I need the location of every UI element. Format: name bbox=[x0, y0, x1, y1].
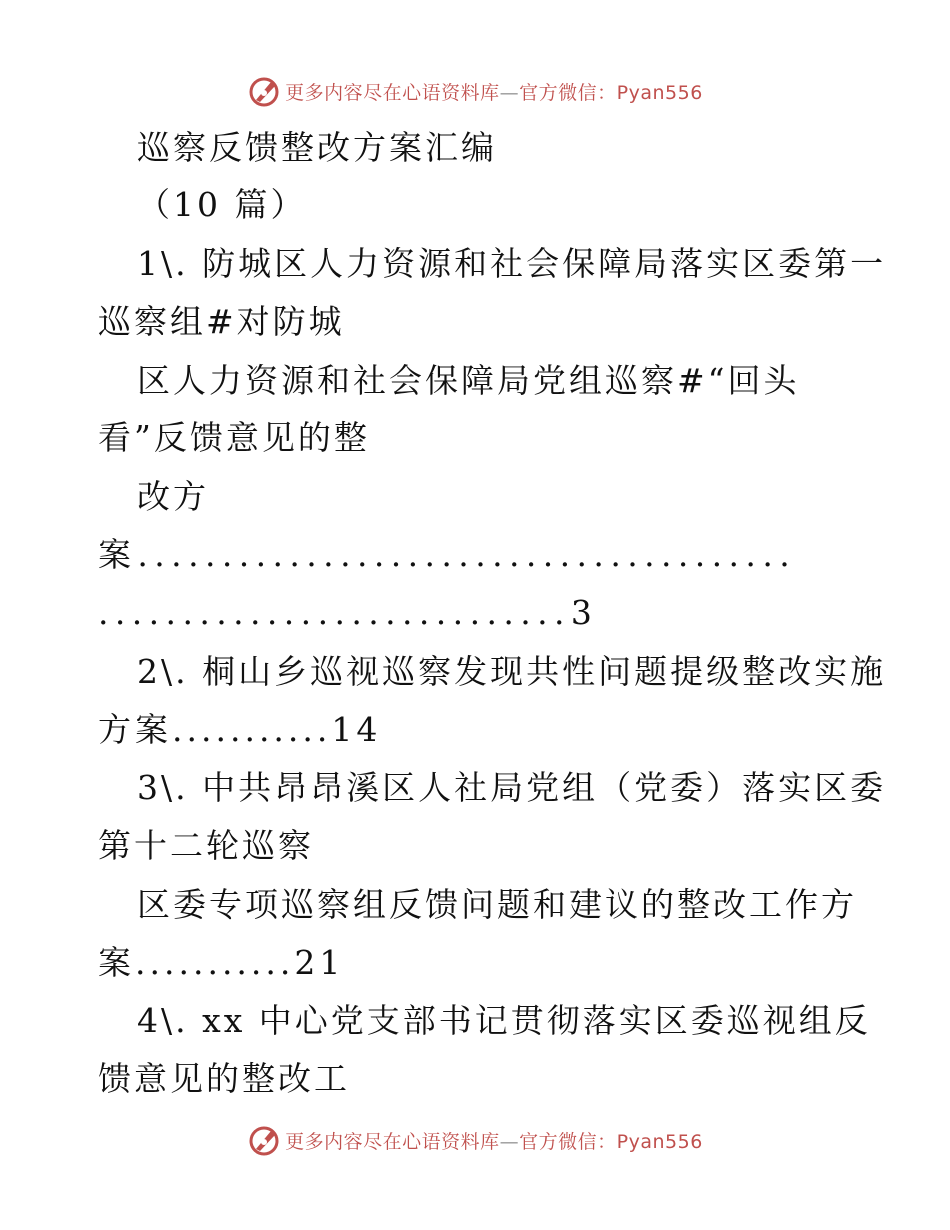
watermark-text: 更多内容尽在心语资料库—官方微信：Pyan556 bbox=[285, 81, 703, 104]
watermark-text: 更多内容尽在心语资料库—官方微信：Pyan556 bbox=[285, 1130, 703, 1153]
toc-line: 巡察组#对防城 bbox=[98, 302, 345, 341]
toc-line: 2\. 桐山乡巡视巡察发现共性问题提级整改实施 bbox=[137, 652, 887, 691]
watermark-banner-bottom bbox=[0, 1120, 950, 1160]
toc-line: 方案...........14 bbox=[98, 710, 382, 749]
toc-line: 改方 bbox=[137, 477, 209, 516]
toc-line: 第十二轮巡察 bbox=[98, 826, 314, 865]
toc-line: ............................3 bbox=[98, 593, 599, 632]
toc-line: 3\. 中共昂昂溪区人社局党组（党委）落实区委 bbox=[137, 768, 887, 807]
document-title: 巡察反馈整改方案汇编 bbox=[137, 128, 497, 167]
toc-line: 馈意见的整改工 bbox=[98, 1059, 350, 1098]
document-count: （10 篇） bbox=[137, 185, 307, 224]
toc-line: 4\. xx 中心党支部书记贯彻落实区委巡视组反 bbox=[137, 1001, 871, 1040]
toc-line: 区委专项巡察组反馈问题和建议的整改工作方 bbox=[137, 885, 857, 924]
toc-line: 案...........21 bbox=[98, 943, 345, 982]
toc-line: 1\. 防城区人力资源和社会保障局落实区委第一 bbox=[137, 244, 887, 283]
toc-line: 看”反馈意见的整 bbox=[98, 418, 370, 457]
pen-logo-icon bbox=[247, 1123, 281, 1157]
toc-line: 区人力资源和社会保障局党组巡察#“回头 bbox=[137, 361, 800, 400]
toc-line: 案....................................... bbox=[98, 535, 797, 574]
